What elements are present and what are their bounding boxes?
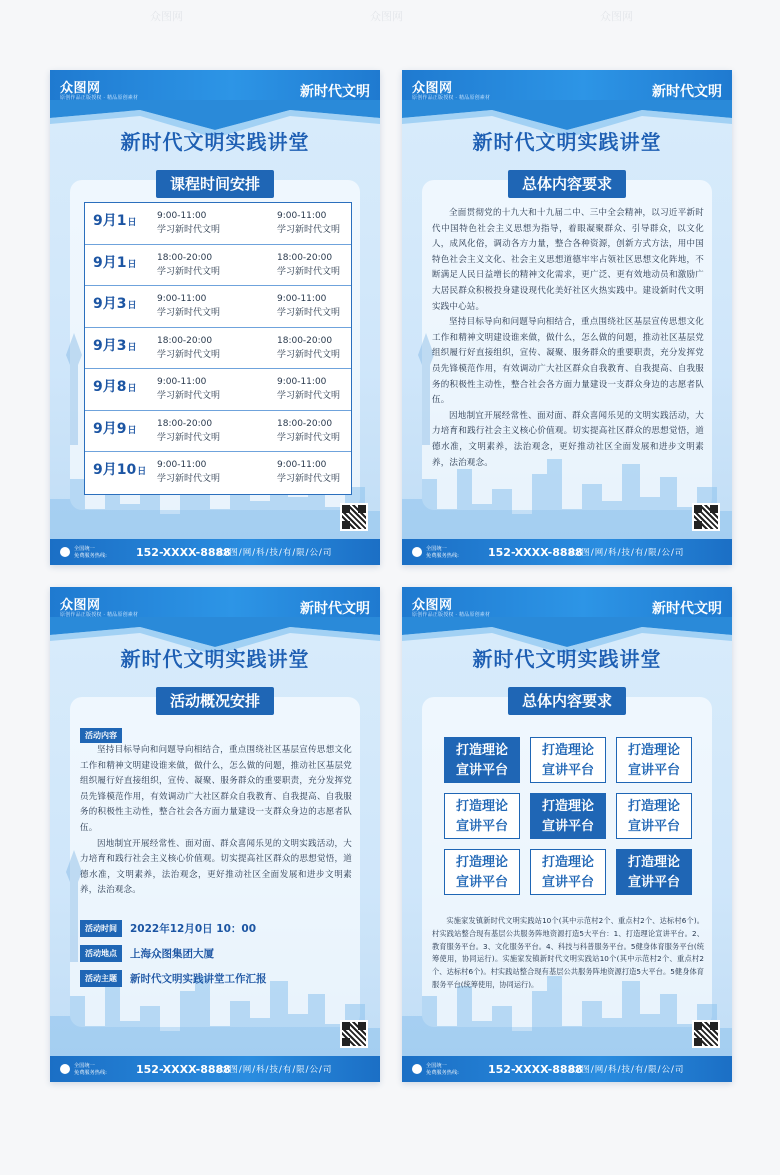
schedule-row (85, 452, 351, 494)
platform-box: 打造理论 宣讲平台 (530, 793, 606, 839)
schedule-slot: 9:00-11:00 学习新时代文明 (157, 377, 221, 401)
schedule-date: 9月1日 (93, 213, 137, 229)
schedule-slot: 18:00-20:00 学习新时代文明 (277, 418, 341, 443)
section-label: 总体内容要求 (508, 687, 626, 715)
platform-box: 打造理论 宣讲平台 (444, 793, 520, 839)
hotline-label: 全国统一 免费服务热线: (426, 546, 459, 559)
qr-code (340, 503, 368, 531)
section-label: 活动概况安排 (156, 687, 274, 715)
schedule-slot: 9:00-11:00 学习新时代文明 (277, 460, 341, 484)
schedule-slot: 9:00-11:00 学习新时代文明 (157, 211, 221, 235)
company-name: 众/图/网/科/技/有/限/公/司 (216, 548, 333, 558)
poster-title: 新时代文明实践讲堂 (120, 647, 310, 671)
brand-logo: 众图网 (412, 598, 453, 613)
schedule-row (85, 369, 351, 411)
poster-title: 新时代文明实践讲堂 (120, 130, 310, 154)
footer (402, 1022, 732, 1082)
brand-slogan: 原创作品正版授权 · 精品原创素材 (412, 95, 491, 101)
body-text (432, 206, 704, 471)
phone-number: 152-XXXX-8888 (488, 546, 583, 559)
phone-icon (60, 547, 70, 557)
brand-slogan: 原创作品正版授权 · 精品原创素材 (412, 612, 491, 618)
time-tag: 活动时间 (80, 920, 122, 937)
platform-box: 打造理论 宣讲平台 (616, 849, 692, 895)
schedule-slot: 18:00-20:00 学习新时代文明 (277, 335, 341, 360)
paragraph: 因地制宜开展经常性、面对面、群众喜闻乐见的文明实践活动，大力培育和践行社会主义核心价值观。切实提高社区群众的思想觉悟，道德水准，文明素养，法治观念，更好推动社区全面发展和进步文明素养，法治观念。 (80, 838, 352, 896)
schedule-slot: 18:00-20:00 学习新时代文明 (157, 252, 221, 277)
platform-box: 打造理论 宣讲平台 (444, 737, 520, 783)
poster-course-schedule (50, 70, 380, 565)
schedule-slot: 9:00-11:00 学习新时代文明 (277, 211, 341, 235)
schedule-date: 9月1日 (93, 254, 137, 271)
watermark: 众图网 (600, 10, 633, 23)
paragraph: 坚持目标导向和问题导向相结合，重点围绕社区基层宣传思想文化工作和精神文明建设谁来做，做什么，怎么做的问题，推动社区基层党组织履行好直接组织，宣传、凝聚、服务群众的重要职责，充分发挥党员先锋模范作用，有效调动广大社区群众自我教育、自我提高、自我服务的积极性主动性，整合社会各方面力量建设一支群众身边的志愿者队伍。 (80, 745, 352, 833)
phone-number: 152-XXXX-8888 (136, 1063, 231, 1076)
poster-activity-overview (50, 587, 380, 1082)
watermark: 众图网 (150, 10, 183, 23)
footer (402, 505, 732, 565)
paragraph: 全面贯彻党的十九大和十九届二中、三中全会精神，以习近平新时代中国特色社会主义思想为指导，着眼凝聚群众、引导群众，以文化人，成风化俗，调动各方力量，整合各种资源，创新方式方法，用中国特色社会主义文化、社会主义思想道德牢牢占领社区思想文化阵地，不断满足人民日益增长的精神文化需求，更广泛、更有效地动员和激励广大居民群众积极投身建设现代化美好社区火热实践中。建设新时代文明实践中心站。 (432, 208, 704, 312)
schedule-row (85, 286, 351, 328)
brand-logo: 众图网 (60, 81, 101, 96)
activity-place-row (80, 943, 214, 959)
place-tag: 活动地点 (80, 945, 122, 962)
schedule-date: 9月10日 (93, 462, 147, 478)
schedule-date: 9月8日 (93, 379, 137, 395)
platform-box: 打造理论 宣讲平台 (616, 793, 692, 839)
footer (50, 505, 380, 565)
qr-code (340, 1020, 368, 1048)
qr-code (692, 503, 720, 531)
section-label: 课程时间安排 (156, 170, 274, 198)
brand-logo: 众图网 (412, 81, 453, 96)
schedule-slot: 9:00-11:00 学习新时代文明 (157, 460, 221, 484)
tagline: 新时代文明 (300, 601, 370, 617)
poster-title: 新时代文明实践讲堂 (472, 130, 662, 154)
schedule-slot: 9:00-11:00 学习新时代文明 (157, 294, 221, 318)
theme-tag: 活动主题 (80, 970, 122, 987)
schedule-slot: 18:00-20:00 学习新时代文明 (157, 335, 221, 360)
activity-time-row (80, 918, 256, 934)
time-value: 2022年12月0日 10：00 (130, 923, 257, 935)
schedule-slot: 9:00-11:00 学习新时代文明 (277, 294, 341, 318)
poster-overall-requirements (402, 70, 732, 565)
tagline: 新时代文明 (300, 84, 370, 100)
schedule-date: 9月9日 (93, 420, 137, 437)
section-label: 总体内容要求 (508, 170, 626, 198)
company-name: 众/图/网/科/技/有/限/公/司 (216, 1065, 333, 1075)
schedule-table (84, 202, 352, 495)
hotline-label: 全国统一 免费服务热线: (74, 546, 107, 559)
phone-icon (412, 547, 422, 557)
place-value: 上海众图集团大厦 (130, 948, 214, 960)
schedule-slot: 18:00-20:00 学习新时代文明 (277, 252, 341, 277)
paragraph: 坚持目标导向和问题导向相结合，重点围绕社区基层宣传思想文化工作和精神文明建设谁来做，做什么，怎么做的问题，推动社区基层党组织履行好直接组织，宣传、凝聚、服务群众的重要职责，充分发挥党员先锋模范作用，有效调动广大社区群众自我教育、自我提高、自我服务的积极性主动性，整合社会各方面力量建设一支群众身边的志愿者队伍。 (432, 317, 704, 406)
footer (50, 1022, 380, 1082)
tagline: 新时代文明 (652, 601, 722, 617)
hotline-label: 全国统一 免费服务热线: (426, 1063, 459, 1076)
schedule-row (85, 411, 351, 453)
hotline-label: 全国统一 免费服务热线: (74, 1063, 107, 1076)
body-text: 实施家发镇新时代文明实践站10个(其中示范村2个、重点村2个、达标村6个)。村实践站整合现有基层公共服务阵地资源打造5大平台：1、打造理论宣讲平台。2、教育服务平台。3、文化服务平台。4、科技与科普服务平台。5健身体育服务平台(统筹使用，协同运行)。实施家发镇新时代文明实践站10个(其中示范村2个、重点村2个、达标村6个)。村实践站整合现有基层公共服务阵地资源打造5大平台。5健身体育服务平台(统筹使用，协同运行)。 (432, 916, 704, 989)
brand-slogan: 原创作品正版授权 · 精品原创素材 (60, 95, 139, 101)
schedule-slot: 18:00-20:00 学习新时代文明 (157, 418, 221, 443)
company-name: 众/图/网/科/技/有/限/公/司 (568, 1065, 685, 1075)
phone-number: 152-XXXX-8888 (136, 546, 231, 559)
platform-box: 打造理论 宣讲平台 (616, 737, 692, 783)
schedule-date: 9月3日 (93, 337, 137, 354)
company-name: 众/图/网/科/技/有/限/公/司 (568, 548, 685, 558)
poster-title: 新时代文明实践讲堂 (472, 647, 662, 671)
platform-box: 打造理论 宣讲平台 (530, 737, 606, 783)
brand-slogan: 原创作品正版授权 · 精品原创素材 (60, 612, 139, 618)
qr-code (692, 1020, 720, 1048)
body-text (80, 743, 352, 899)
activity-theme-row (80, 968, 267, 984)
schedule-row (85, 203, 351, 245)
schedule-row (85, 245, 351, 287)
brand-logo: 众图网 (60, 598, 101, 613)
paragraph: 因地制宜开展经常性、面对面、群众喜闻乐见的文明实践活动，大力培育和践行社会主义核心价值观。切实提高社区群众的思想觉悟，道德水准，文明素养，法治观念，更好推动社区全面发展和进步文明素养，法治观念。 (432, 410, 704, 468)
phone-icon (60, 1064, 70, 1074)
phone-number: 152-XXXX-8888 (488, 1063, 583, 1076)
theme-value: 新时代文明实践讲堂工作汇报 (130, 973, 267, 985)
content-tag: 活动内容 (80, 728, 122, 743)
platform-box: 打造理论 宣讲平台 (444, 849, 520, 895)
phone-icon (412, 1064, 422, 1074)
platform-box: 打造理论 宣讲平台 (530, 849, 606, 895)
poster-platforms (402, 587, 732, 1082)
tagline: 新时代文明 (652, 84, 722, 100)
schedule-date: 9月3日 (93, 296, 137, 312)
schedule-slot: 9:00-11:00 学习新时代文明 (277, 377, 341, 401)
watermark: 众图网 (370, 10, 403, 23)
schedule-row (85, 328, 351, 370)
